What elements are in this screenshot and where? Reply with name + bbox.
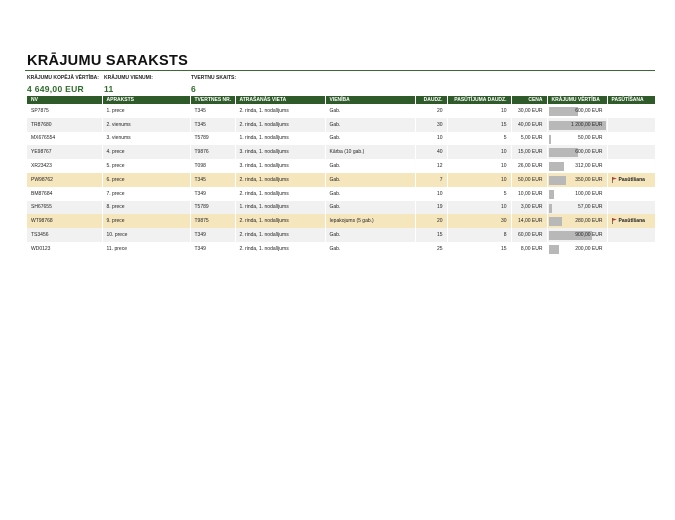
cell-nv[interactable]: SP7875 [27, 104, 102, 118]
cell-nv[interactable]: BM87684 [27, 187, 102, 201]
cell-unit[interactable]: Gab. [325, 228, 415, 242]
cell-order-qty[interactable]: 5 [447, 187, 511, 201]
cell-reorder[interactable] [607, 214, 655, 228]
cell-description[interactable]: 10. prece [102, 228, 190, 242]
col-header-order-qty[interactable]: PASŪTĪJUMA DAUDZ. [447, 96, 511, 104]
cell-qty[interactable]: 30 [415, 118, 447, 132]
cell-price[interactable]: 30,00 EUR [511, 104, 547, 118]
cell-bin[interactable]: T5789 [190, 201, 235, 215]
cell-reorder[interactable] [607, 173, 655, 187]
table-row [27, 159, 655, 173]
stock-value-text: 100,00 EUR [575, 190, 603, 197]
table-row [27, 214, 655, 228]
cell-price[interactable]: 50,00 EUR [511, 173, 547, 187]
cell-stock-value[interactable] [547, 118, 607, 132]
kpi-value: 4 649,00 EUR [27, 84, 84, 94]
cell-order-qty[interactable]: 10 [447, 201, 511, 215]
col-header-nv[interactable]: NV [27, 96, 102, 104]
cell-description[interactable]: 8. prece [102, 201, 190, 215]
cell-unit[interactable]: Gab. [325, 201, 415, 215]
cell-unit[interactable]: Iepakojums (5 gab.) [325, 214, 415, 228]
kpi-label: TVERTNU SKAITS: [191, 75, 236, 81]
stock-value-text: 600,00 EUR [575, 107, 603, 114]
table-row [27, 201, 655, 215]
title-divider [25, 70, 655, 71]
cell-description[interactable]: 2. vienums [102, 118, 190, 132]
cell-order-qty[interactable]: 10 [447, 145, 511, 159]
cell-unit[interactable]: Gab. [325, 242, 415, 256]
cell-price[interactable]: 60,00 EUR [511, 228, 547, 242]
col-header-price[interactable]: CENA [511, 96, 547, 104]
cell-price[interactable]: 15,00 EUR [511, 145, 547, 159]
cell-order-qty[interactable]: 8 [447, 228, 511, 242]
cell-price[interactable]: 3,00 EUR [511, 201, 547, 215]
cell-reorder[interactable] [607, 159, 655, 173]
cell-bin[interactable]: T345 [190, 118, 235, 132]
kpi-value: 11 [104, 84, 114, 94]
kpi-total-value [27, 75, 99, 94]
cell-bin[interactable]: T349 [190, 242, 235, 256]
stock-value-text: 57,00 EUR [578, 204, 603, 211]
cell-stock-value[interactable] [547, 132, 607, 146]
table-row [27, 187, 655, 201]
flag-icon [612, 177, 617, 183]
cell-description[interactable]: 4. prece [102, 145, 190, 159]
cell-reorder[interactable] [607, 201, 655, 215]
cell-unit[interactable]: Gab. [325, 187, 415, 201]
cell-location[interactable]: 3. rinda, 1. nodalījums [235, 145, 325, 159]
cell-location[interactable]: 2. rinda, 1. nodalījums [235, 104, 325, 118]
table-header-row [27, 96, 655, 104]
cell-order-qty[interactable]: 10 [447, 159, 511, 173]
cell-location[interactable]: 1. rinda, 1. nodalījums [235, 132, 325, 146]
cell-unit[interactable]: Gab. [325, 159, 415, 173]
cell-bin[interactable]: T9876 [190, 145, 235, 159]
cell-unit[interactable]: Gab. [325, 173, 415, 187]
col-header-stock-value[interactable]: KRĀJUMU VĒRTĪBA [547, 96, 607, 104]
cell-qty[interactable]: 7 [415, 173, 447, 187]
table-row [27, 145, 655, 159]
col-header-qty[interactable]: DAUDZ. [415, 96, 447, 104]
stock-value-text: 350,00 EUR [575, 176, 603, 183]
cell-location[interactable]: 2. rinda, 1. nodalījums [235, 118, 325, 132]
cell-stock-value[interactable] [547, 242, 607, 256]
cell-price[interactable]: 8,00 EUR [511, 242, 547, 256]
cell-stock-value[interactable] [547, 104, 607, 118]
cell-description[interactable]: 3. vienums [102, 132, 190, 146]
cell-qty[interactable]: 10 [415, 187, 447, 201]
cell-stock-value[interactable] [547, 187, 607, 201]
cell-order-qty[interactable]: 5 [447, 132, 511, 146]
stock-value-text: 50,00 EUR [578, 135, 603, 142]
cell-location[interactable]: 2. rinda, 1. nodalījums [235, 187, 325, 201]
cell-nv[interactable]: TS3456 [27, 228, 102, 242]
table-row [27, 104, 655, 118]
stock-value-text: 900,00 EUR [575, 232, 603, 239]
col-header-reorder[interactable]: PASŪTĪŠANA [607, 96, 655, 104]
cell-unit[interactable]: Kārba (10 gab.) [325, 145, 415, 159]
stock-value-text: 1 200,00 EUR [571, 121, 603, 128]
cell-stock-value[interactable] [547, 159, 607, 173]
kpi-value: 6 [191, 84, 197, 94]
cell-bin[interactable]: T345 [190, 173, 235, 187]
page-title: KRĀJUMU SARAKSTS [27, 53, 189, 69]
cell-order-qty[interactable]: 15 [447, 118, 511, 132]
cell-qty[interactable]: 12 [415, 159, 447, 173]
cell-description[interactable]: 1. prece [102, 104, 190, 118]
cell-location[interactable]: 1. rinda, 1. nodalījums [235, 201, 325, 215]
cell-price[interactable]: 40,00 EUR [511, 118, 547, 132]
kpi-item-count [104, 75, 153, 94]
cell-bin[interactable]: T345 [190, 104, 235, 118]
flag-icon [612, 218, 617, 224]
cell-qty[interactable]: 20 [415, 214, 447, 228]
cell-location[interactable]: 2. rinda, 1. nodalījums [235, 228, 325, 242]
cell-nv[interactable]: WD0123 [27, 242, 102, 256]
cell-stock-value[interactable] [547, 214, 607, 228]
cell-stock-value[interactable] [547, 145, 607, 159]
cell-nv[interactable]: YE98767 [27, 145, 102, 159]
cell-description[interactable]: 11. prece [102, 242, 190, 256]
table-row [27, 228, 655, 242]
table-row [27, 242, 655, 256]
cell-qty[interactable]: 25 [415, 242, 447, 256]
col-header-unit[interactable]: VIENĪBA [325, 96, 415, 104]
inventory-table [27, 96, 656, 256]
stock-value-text: 600,00 EUR [575, 149, 603, 156]
col-header-bin[interactable]: TVERTNES NR. [190, 96, 235, 104]
cell-bin[interactable]: T5789 [190, 132, 235, 146]
cell-location[interactable]: 2. rinda, 1. nodalījums [235, 173, 325, 187]
cell-bin[interactable]: T9875 [190, 214, 235, 228]
cell-stock-value[interactable] [547, 228, 607, 242]
cell-order-qty[interactable]: 10 [447, 173, 511, 187]
table-row [27, 118, 655, 132]
stock-value-text: 280,00 EUR [575, 218, 603, 225]
cell-location[interactable]: 2. rinda, 1. nodalījums [235, 242, 325, 256]
cell-description[interactable]: 6. prece [102, 173, 190, 187]
cell-bin[interactable]: T349 [190, 187, 235, 201]
cell-qty[interactable]: 20 [415, 104, 447, 118]
cell-price[interactable]: 10,00 EUR [511, 187, 547, 201]
cell-location[interactable]: 3. rinda, 1. nodalījums [235, 159, 325, 173]
cell-nv[interactable]: PW98762 [27, 173, 102, 187]
cell-order-qty[interactable]: 15 [447, 242, 511, 256]
cell-stock-value[interactable] [547, 201, 607, 215]
cell-bin[interactable]: T098 [190, 159, 235, 173]
cell-description[interactable]: 9. prece [102, 214, 190, 228]
cell-qty[interactable]: 40 [415, 145, 447, 159]
col-header-description[interactable]: APRAKSTS [102, 96, 190, 104]
cell-unit[interactable]: Gab. [325, 132, 415, 146]
kpi-label: KRĀJUMU KOPĒJĀ VĒRTĪBA: [27, 75, 99, 81]
stock-value-text: 200,00 EUR [575, 245, 603, 252]
cell-reorder[interactable] [607, 132, 655, 146]
cell-order-qty[interactable]: 10 [447, 104, 511, 118]
cell-reorder[interactable] [607, 145, 655, 159]
cell-reorder[interactable] [607, 228, 655, 242]
reorder-label: Pasūtīšana [618, 176, 645, 183]
cell-nv[interactable]: TR87680 [27, 118, 102, 132]
table-row [27, 132, 655, 146]
cell-nv[interactable]: WT98768 [27, 214, 102, 228]
kpi-label: KRĀJUMU VIENUMI: [104, 75, 153, 81]
cell-qty[interactable]: 15 [415, 228, 447, 242]
table-row [27, 173, 655, 187]
cell-price[interactable]: 5,00 EUR [511, 132, 547, 146]
reorder-label: Pasūtīšana [618, 218, 645, 225]
cell-unit[interactable]: Gab. [325, 104, 415, 118]
cell-location[interactable]: 2. rinda, 1. nodalījums [235, 214, 325, 228]
col-header-location[interactable]: ATRAŠANĀS VIETA [235, 96, 325, 104]
cell-nv[interactable]: MX676554 [27, 132, 102, 146]
cell-bin[interactable]: T349 [190, 228, 235, 242]
cell-order-qty[interactable]: 30 [447, 214, 511, 228]
cell-description[interactable]: 7. prece [102, 187, 190, 201]
cell-description[interactable]: 5. prece [102, 159, 190, 173]
stock-value-text: 312,00 EUR [575, 163, 603, 170]
kpi-bin-count [191, 75, 236, 94]
cell-reorder[interactable] [607, 187, 655, 201]
cell-reorder[interactable] [607, 118, 655, 132]
cell-price[interactable]: 26,00 EUR [511, 159, 547, 173]
cell-price[interactable]: 14,00 EUR [511, 214, 547, 228]
cell-stock-value[interactable] [547, 173, 607, 187]
cell-nv[interactable]: XR23423 [27, 159, 102, 173]
cell-qty[interactable]: 19 [415, 201, 447, 215]
cell-nv[interactable]: SH67655 [27, 201, 102, 215]
cell-reorder[interactable] [607, 242, 655, 256]
cell-qty[interactable]: 10 [415, 132, 447, 146]
cell-unit[interactable]: Gab. [325, 118, 415, 132]
cell-reorder[interactable] [607, 104, 655, 118]
